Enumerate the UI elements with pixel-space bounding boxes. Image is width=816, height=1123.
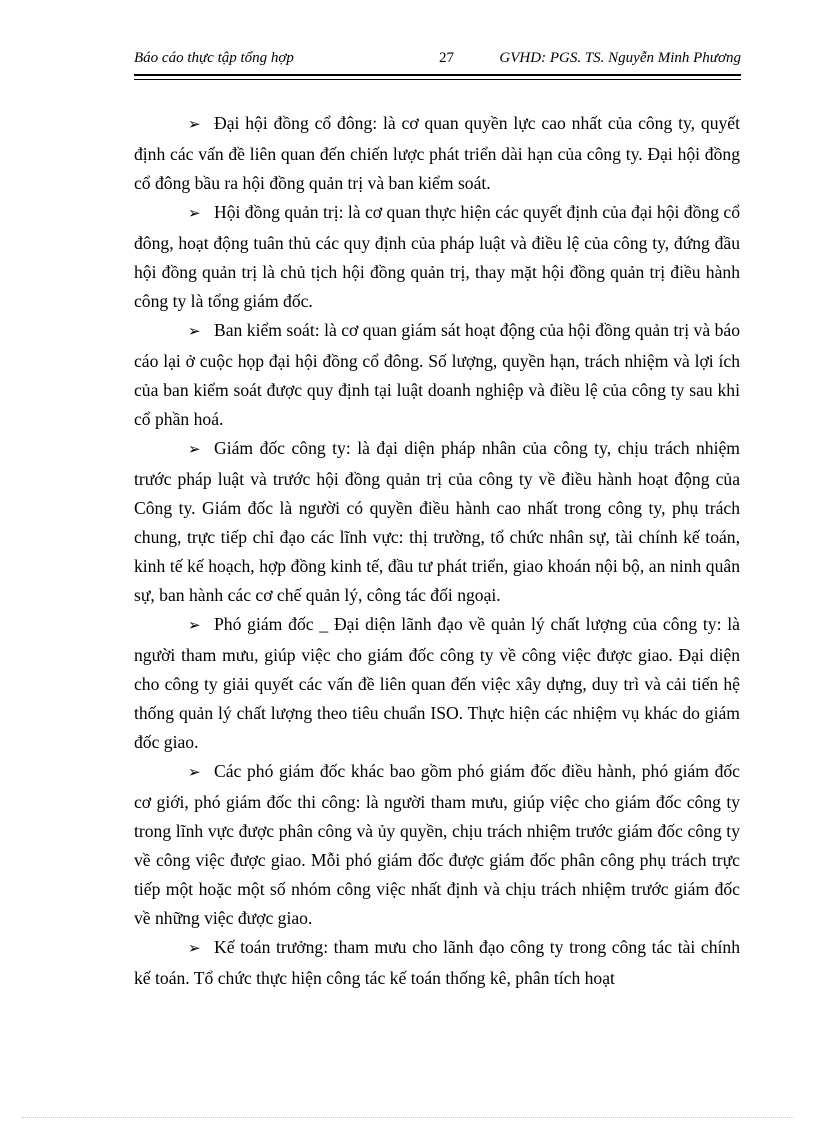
page-number: 27: [439, 50, 454, 66]
paragraph-text: Hội đồng quản trị: là cơ quan thực hiện các quyết định của đại hội đồng cổ đông, hoạt động tuân thủ các quy định của pháp luật và điều lệ của công ty, đứng đầu hội đồng quản trị là chủ tịch hội đồng quản trị, thay mặt hội đồng quản trị điều hành công ty là tổng giám đốc.: [134, 202, 740, 311]
paragraph-general-meeting: [134, 109, 740, 198]
paragraph-supervisory-board: [134, 316, 740, 434]
document-body: [134, 109, 740, 993]
paragraph-text: Giám đốc công ty: là đại diện pháp nhân của công ty, chịu trách nhiệm trước pháp luật và trước hội đồng quản trị của công ty về điều hành hoạt động của Công ty. Giám đốc là người có quyền điều hành cao nhất trong công ty, phụ trách chung, trực tiếp chỉ đạo các lĩnh vực: thị trường, tổ chức nhân sự, tài chính kế toán, kinh tế kế hoạch, hợp đồng kinh tế, đầu tư phát triển, giao khoán nội bộ, an ninh quân sự, ban hành các cơ chế quản lý, công tác đối ngoại.: [134, 438, 740, 605]
page-header: [134, 50, 741, 72]
arrowhead-bullet-icon: ➢: [188, 442, 201, 458]
paragraph-deputy-director-quality: [134, 610, 740, 757]
paragraph-director: [134, 434, 740, 610]
arrowhead-bullet-icon: ➢: [188, 324, 201, 340]
paragraph-text: Các phó giám đốc khác bao gồm phó giám đốc điều hành, phó giám đốc cơ giới, phó giám đốc thi công: là người tham mưu, giúp việc cho giám đốc công ty trong lĩnh vực được phân công và ủy quyền, chịu trách nhiệm trước giám đốc công ty về công việc được giao. Mỗi phó giám đốc được giám đốc phân công phụ trách trực tiếp một hoặc một số nhóm công việc nhất định và chịu trách nhiệm trước giám đốc về những việc được giao.: [134, 761, 740, 928]
paragraph-other-deputy-directors: [134, 757, 740, 933]
arrowhead-bullet-icon: ➢: [188, 117, 201, 133]
paragraph-board-of-directors: [134, 198, 740, 316]
header-supervisor: GVHD: PGS. TS. Nguyễn Minh Phương: [499, 50, 741, 66]
header-rule-thick: [134, 74, 741, 76]
arrowhead-bullet-icon: ➢: [188, 941, 201, 957]
paragraph-chief-accountant: [134, 933, 740, 993]
header-rule-thin: [134, 79, 741, 80]
arrowhead-bullet-icon: ➢: [188, 765, 201, 781]
header-report-title: Báo cáo thực tập tổng hợp: [134, 50, 294, 66]
arrowhead-bullet-icon: ➢: [188, 618, 201, 634]
paragraph-text: Đại hội đồng cổ đông: là cơ quan quyền lực cao nhất của công ty, quyết định các vấn đề liên quan đến chiến lược phát triển dài hạn của công ty. Đại hội đồng cổ đông bầu ra hội đồng quản trị và ban kiểm soát.: [134, 113, 740, 193]
arrowhead-bullet-icon: ➢: [188, 206, 201, 222]
paragraph-text: Ban kiểm soát: là cơ quan giám sát hoạt động của hội đồng quản trị và báo cáo lại ở cuộc họp đại hội đồng cổ đông. Số lượng, quyền hạn, trách nhiệm và lợi ích của ban kiểm soát được quy định tại luật doanh nghiệp và điều lệ của công ty sau khi cổ phần hoá.: [134, 320, 740, 429]
footer-dotted-line: [22, 1117, 794, 1118]
paragraph-text: Phó giám đốc _ Đại diện lãnh đạo về quản lý chất lượng của công ty: là người tham mưu, giúp việc cho giám đốc công ty về công việc được giao. Đại diện cho công ty giải quyết các vấn đề liên quan đến việc xây dựng, duy trì và cải tiến hệ thống quản lý chất lượng theo tiêu chuẩn ISO. Thực hiện các nhiệm vụ khác do giám đốc giao.: [134, 614, 740, 752]
paragraph-text: Kế toán trưởng: tham mưu cho lãnh đạo công ty trong công tác tài chính kế toán. Tổ chức thực hiện công tác kế toán thống kê, phân tích hoạt: [134, 937, 740, 988]
